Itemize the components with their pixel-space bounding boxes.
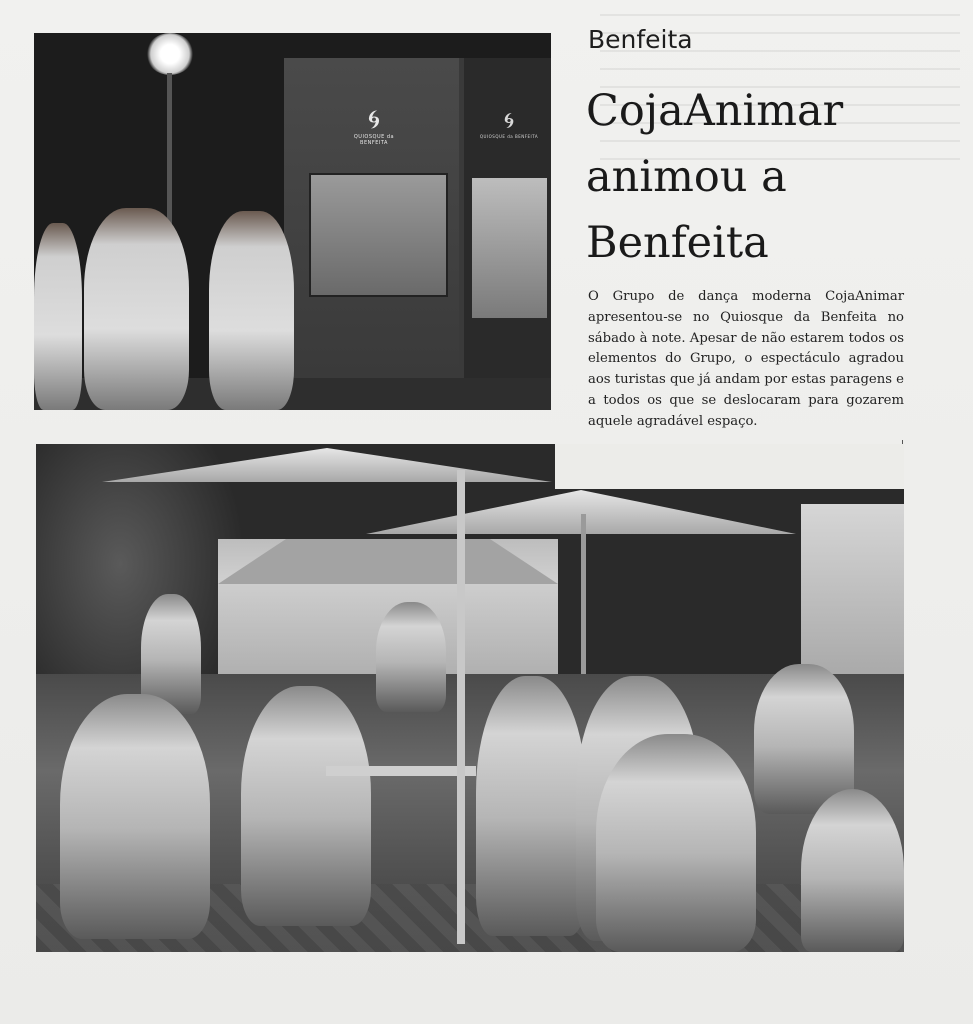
kiosk-side-panel [464, 58, 551, 378]
spectator [376, 602, 446, 712]
kiosk-sign-text: QUIOSQUE da BENFEITA [353, 134, 395, 146]
kiosk-display-case [472, 178, 547, 318]
headline-line: Benfeita [586, 218, 769, 268]
spectator [241, 686, 371, 926]
dancer [209, 211, 294, 410]
dancer [84, 208, 189, 410]
spectator [60, 694, 210, 939]
swirl-logo-icon: 🌀︎ [503, 109, 515, 134]
cafe-table [326, 766, 476, 776]
article-body: O Grupo de dança moderna CojaAnimar apresentou-se no Quiosque da Benfeita no sábado à note. Apesar de não estarem todos os elementos do Grupo, o espectáculo agradou aos turistas que já andam por estas paragens e a todos os que se deslocaram para gozarem aquele agradável espaço. [588, 289, 904, 429]
text-wrap-notch [555, 444, 904, 489]
article-kicker: Benfeita [588, 25, 693, 54]
dancer [34, 223, 82, 410]
kiosk-front-panel [284, 58, 459, 378]
kiosk-logo-side [474, 110, 544, 139]
spectator [476, 676, 586, 936]
photo-dancers-at-kiosk [34, 33, 551, 410]
headline-line: animou a [586, 152, 787, 202]
kiosk [284, 58, 551, 378]
kiosk-sign-text-side: QUIOSQUE da BENFEITA [479, 134, 539, 139]
kiosk-logo [344, 106, 404, 146]
umbrella-pole [457, 470, 465, 944]
photo-audience-terrace [36, 444, 904, 952]
street-lamp [146, 33, 194, 75]
spectator [801, 789, 904, 952]
spectator [596, 734, 756, 952]
umbrella-pole [581, 514, 586, 674]
article-headline [586, 78, 916, 276]
swirl-logo-icon: 🌀︎ [367, 105, 381, 135]
headline-line: CojaAnimar [586, 86, 844, 136]
kiosk-window [309, 173, 448, 297]
